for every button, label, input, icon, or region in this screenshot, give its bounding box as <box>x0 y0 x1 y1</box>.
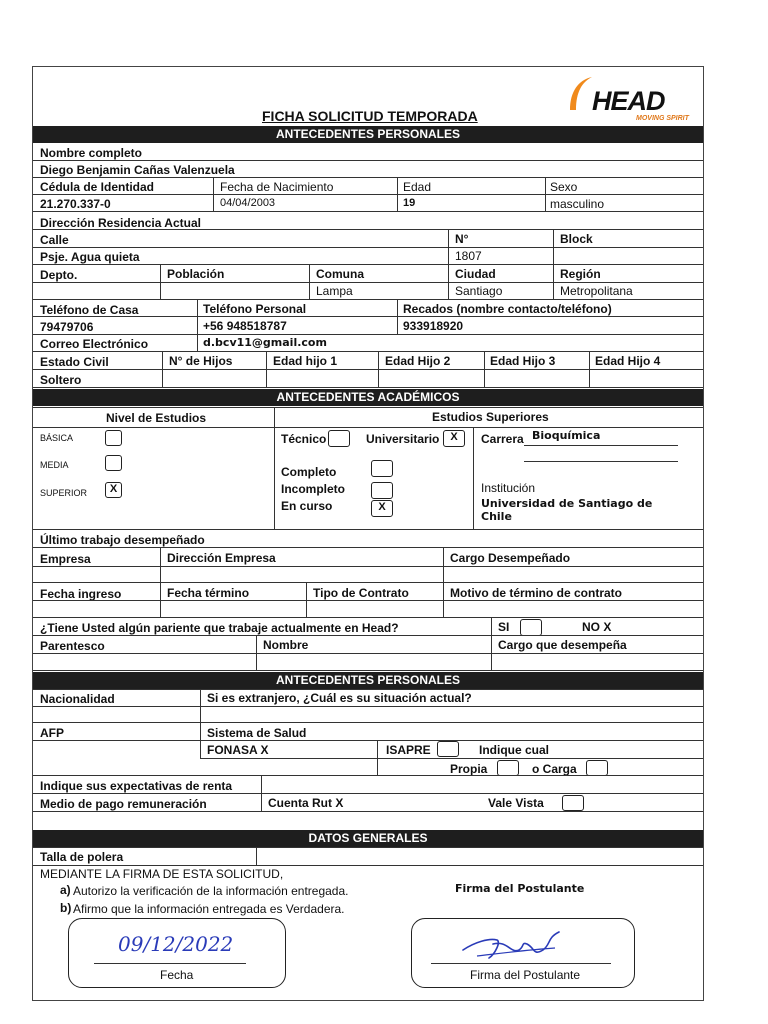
tecnico-checkbox[interactable] <box>328 430 350 447</box>
rule <box>33 160 703 161</box>
rule <box>33 600 703 601</box>
carrera-line-2 <box>524 461 678 462</box>
rule <box>33 740 703 741</box>
rule <box>377 740 378 775</box>
estado-civil-value[interactable]: Soltero <box>40 373 82 387</box>
estudios-superiores-label: Estudios Superiores <box>432 410 549 424</box>
medio-pago-label: Medio de pago remuneración <box>40 797 207 811</box>
fecha-termino-label: Fecha término <box>167 586 250 600</box>
en-curso-checkbox[interactable]: X <box>371 500 393 517</box>
rule <box>33 351 703 352</box>
rule <box>213 177 214 211</box>
calle-value[interactable]: Psje. Agua quieta <box>40 250 140 264</box>
motivo-termino-label: Motivo de término de contrato <box>450 586 623 600</box>
rule <box>33 316 703 317</box>
rule <box>160 264 161 299</box>
carrera-line <box>524 445 678 446</box>
ciudad-value[interactable]: Santiago <box>455 284 503 298</box>
rule <box>33 407 703 408</box>
fecha-nacimiento-label: Fecha de Nacimiento <box>220 180 334 194</box>
basica-label: BÁSICA <box>40 433 74 443</box>
direccion-label: Dirección Residencia Actual <box>40 216 201 230</box>
basica-checkbox[interactable] <box>105 430 122 446</box>
rule <box>33 299 703 300</box>
block-label: Block <box>560 232 593 246</box>
section-personal2-header: ANTECEDENTES PERSONALES <box>33 672 703 689</box>
rule <box>33 211 703 212</box>
fecha-nacimiento-value[interactable]: 04/04/2003 <box>220 197 276 209</box>
ultimo-trabajo-label: Último trabajo desempeñado <box>40 533 205 547</box>
rule <box>33 722 703 723</box>
hijo1-label: Edad hijo 1 <box>273 354 338 368</box>
rule <box>33 865 703 866</box>
form-title: FICHA SOLICITUD TEMPORADA <box>262 108 478 124</box>
rule <box>33 775 703 776</box>
incompleto-label: Incompleto <box>281 482 346 496</box>
direccion-empresa-label: Dirección Empresa <box>167 551 276 565</box>
incompleto-checkbox[interactable] <box>371 482 393 499</box>
rule <box>256 635 257 670</box>
rule <box>33 635 703 636</box>
firma-heading: Firma del Postulante <box>455 882 585 895</box>
head-logo-brand: HEAD <box>592 86 665 116</box>
cargo-desempenado-label: Cargo Desempeñado <box>450 551 571 565</box>
rule <box>261 775 262 811</box>
rule <box>448 229 449 299</box>
nacionalidad-label: Nacionalidad <box>40 692 115 706</box>
correo-value[interactable]: d.bcv11@gmail.com <box>203 336 327 349</box>
numero-label: N° <box>455 232 469 246</box>
rule <box>33 617 703 618</box>
region-label: Región <box>560 267 601 281</box>
completo-label: Completo <box>281 465 337 479</box>
rule <box>33 529 703 530</box>
rule <box>197 299 198 351</box>
rule <box>397 177 398 211</box>
expectativas-renta-label: Indique sus expectativas de renta <box>40 779 233 793</box>
cedula-value[interactable]: 21.270.337-0 <box>40 197 111 211</box>
rule <box>33 706 703 707</box>
pariente-si-checkbox[interactable] <box>520 619 542 636</box>
rule <box>33 427 703 428</box>
comuna-label: Comuna <box>316 267 364 281</box>
rule <box>33 670 703 671</box>
institucion-value-line1[interactable]: Universidad de Santiago de <box>481 497 653 510</box>
isapre-label: ISAPRE <box>386 743 431 757</box>
edad-value[interactable]: 19 <box>403 197 416 209</box>
pariente-no-label: NO X <box>582 620 612 634</box>
carrera-value[interactable]: Bioquímica <box>532 429 601 442</box>
fecha-handwritten-value: 09/12/2022 <box>118 932 234 956</box>
vale-vista-checkbox[interactable] <box>562 795 584 811</box>
ciudad-label: Ciudad <box>455 267 496 281</box>
region-value[interactable]: Metropolitana <box>560 284 633 298</box>
tipo-contrato-label: Tipo de Contrato <box>313 586 409 600</box>
completo-checkbox[interactable] <box>371 460 393 477</box>
section-general-header: DATOS GENERALES <box>33 830 703 847</box>
institucion-value-line2[interactable]: Chile <box>481 510 512 523</box>
pariente-nombre-label: Nombre <box>263 638 309 652</box>
extranjero-label: Si es extranjero, ¿Cuál es su situación actual? <box>207 691 472 705</box>
fecha-ingreso-label: Fecha ingreso <box>40 587 122 601</box>
talla-polera-label: Talla de polera <box>40 850 124 864</box>
fecha-label: Fecha <box>160 968 194 982</box>
rule <box>33 334 703 335</box>
rule <box>33 264 703 265</box>
rule <box>378 351 379 387</box>
isapre-checkbox[interactable] <box>437 741 459 757</box>
indique-cual-label: Indique cual <box>479 743 550 757</box>
empresa-label: Empresa <box>40 552 91 566</box>
tel-casa-value[interactable]: 79479706 <box>40 320 94 334</box>
rule <box>484 351 485 387</box>
nivel-estudios-label: Nivel de Estudios <box>106 411 207 425</box>
rule <box>545 177 546 211</box>
rule <box>33 566 703 567</box>
rule <box>33 247 703 248</box>
cedula-label: Cédula de Identidad <box>40 180 155 194</box>
mediante-text: MEDIANTE LA FIRMA DE ESTA SOLICITUD, <box>40 867 284 881</box>
numero-value[interactable]: 1807 <box>455 249 482 263</box>
rule <box>33 847 703 848</box>
rule <box>306 582 307 617</box>
parentesco-label: Parentesco <box>40 639 105 653</box>
universitario-checkbox[interactable]: X <box>443 430 465 447</box>
hijo4-label: Edad Hijo 4 <box>595 354 661 368</box>
carga-checkbox[interactable] <box>586 760 608 776</box>
hijo2-label: Edad Hijo 2 <box>385 354 451 368</box>
propia-checkbox[interactable] <box>497 760 519 776</box>
tecnico-label: Técnico <box>281 432 327 446</box>
rule <box>256 847 257 865</box>
rule <box>266 351 267 387</box>
rule <box>33 653 703 654</box>
universitario-label: Universitario <box>366 432 440 446</box>
poblacion-label: Población <box>167 267 225 281</box>
edad-label: Edad <box>403 180 432 194</box>
hijo3-label: Edad Hijo 3 <box>490 354 556 368</box>
carrera-label: Carrera <box>481 432 524 446</box>
rule <box>33 177 703 178</box>
nombre-label: Nombre completo <box>40 146 143 160</box>
rule <box>33 689 703 690</box>
media-checkbox[interactable] <box>105 455 122 471</box>
depto-label: Depto. <box>40 268 78 282</box>
superior-checkbox[interactable]: X <box>105 482 122 498</box>
rule <box>309 264 310 299</box>
rule <box>33 793 703 794</box>
clause-a-text: Autorizo la verificación de la información entregada. <box>73 884 349 898</box>
rule <box>33 194 703 195</box>
rule <box>443 547 444 617</box>
afp-label: AFP <box>40 726 64 740</box>
rule <box>162 351 163 387</box>
media-label: MEDIA <box>40 460 69 470</box>
firma-label: Firma del Postulante <box>470 968 581 982</box>
tel-personal-label: Teléfono Personal <box>203 302 307 316</box>
estado-civil-label: Estado Civil <box>40 355 109 369</box>
hijos-label: N° de Hijos <box>169 354 233 368</box>
recados-value[interactable]: 933918920 <box>403 319 464 333</box>
rule <box>491 617 492 670</box>
firma-line <box>431 963 611 964</box>
sexo-label: Sexo <box>550 180 578 194</box>
carga-label: o Carga <box>532 762 577 776</box>
calle-label: Calle <box>40 233 69 247</box>
rule <box>589 351 590 387</box>
recados-label: Recados (nombre contacto/teléfono) <box>403 302 612 316</box>
fecha-line <box>94 963 246 964</box>
head-logo-tagline: MOVING SPIRIT <box>636 115 689 122</box>
en-curso-label: En curso <box>281 499 333 513</box>
pariente-question: ¿Tiene Usted algún pariente que trabaje actualmente en Head? <box>40 621 399 635</box>
fonasa-label: FONASA X <box>207 743 269 757</box>
sistema-salud-label: Sistema de Salud <box>207 726 307 740</box>
rule <box>33 282 703 283</box>
clause-b-letter: b) <box>60 901 72 915</box>
rule <box>200 689 201 758</box>
rule <box>553 229 554 299</box>
superior-label: SUPERIOR <box>40 488 88 498</box>
cuenta-rut-label: Cuenta Rut X <box>268 796 344 810</box>
pariente-si-label: SI <box>498 620 510 634</box>
propia-label: Propia <box>450 762 488 776</box>
section-academic-header: ANTECEDENTES ACADÉMICOS <box>33 389 703 406</box>
tel-casa-label: Teléfono de Casa <box>40 303 139 317</box>
vale-vista-label: Vale Vista <box>488 796 544 810</box>
nombre-value[interactable]: Diego Benjamin Cañas Valenzuela <box>40 163 235 177</box>
rule <box>33 811 703 812</box>
clause-a-letter: a) <box>60 883 71 897</box>
rule <box>33 387 703 388</box>
rule <box>473 427 474 529</box>
rule <box>33 547 703 548</box>
rule <box>274 407 275 529</box>
institucion-label: Institución <box>481 481 536 495</box>
sexo-value[interactable]: masculino <box>550 197 605 211</box>
rule <box>397 299 398 334</box>
rule <box>200 758 703 759</box>
cargo-desempena-label: Cargo que desempeña <box>498 638 627 652</box>
rule <box>33 229 703 230</box>
clause-b-text: Afirmo que la información entregada es Verdadera. <box>73 902 345 916</box>
correo-label: Correo Electrónico <box>40 337 149 351</box>
comuna-value[interactable]: Lampa <box>316 284 353 298</box>
section-personal-header: ANTECEDENTES PERSONALES <box>33 126 703 143</box>
rule <box>160 547 161 617</box>
signature-scribble-icon <box>455 920 565 966</box>
tel-personal-value[interactable]: +56 948518787 <box>203 319 287 333</box>
rule <box>33 582 703 583</box>
rule <box>33 369 703 370</box>
